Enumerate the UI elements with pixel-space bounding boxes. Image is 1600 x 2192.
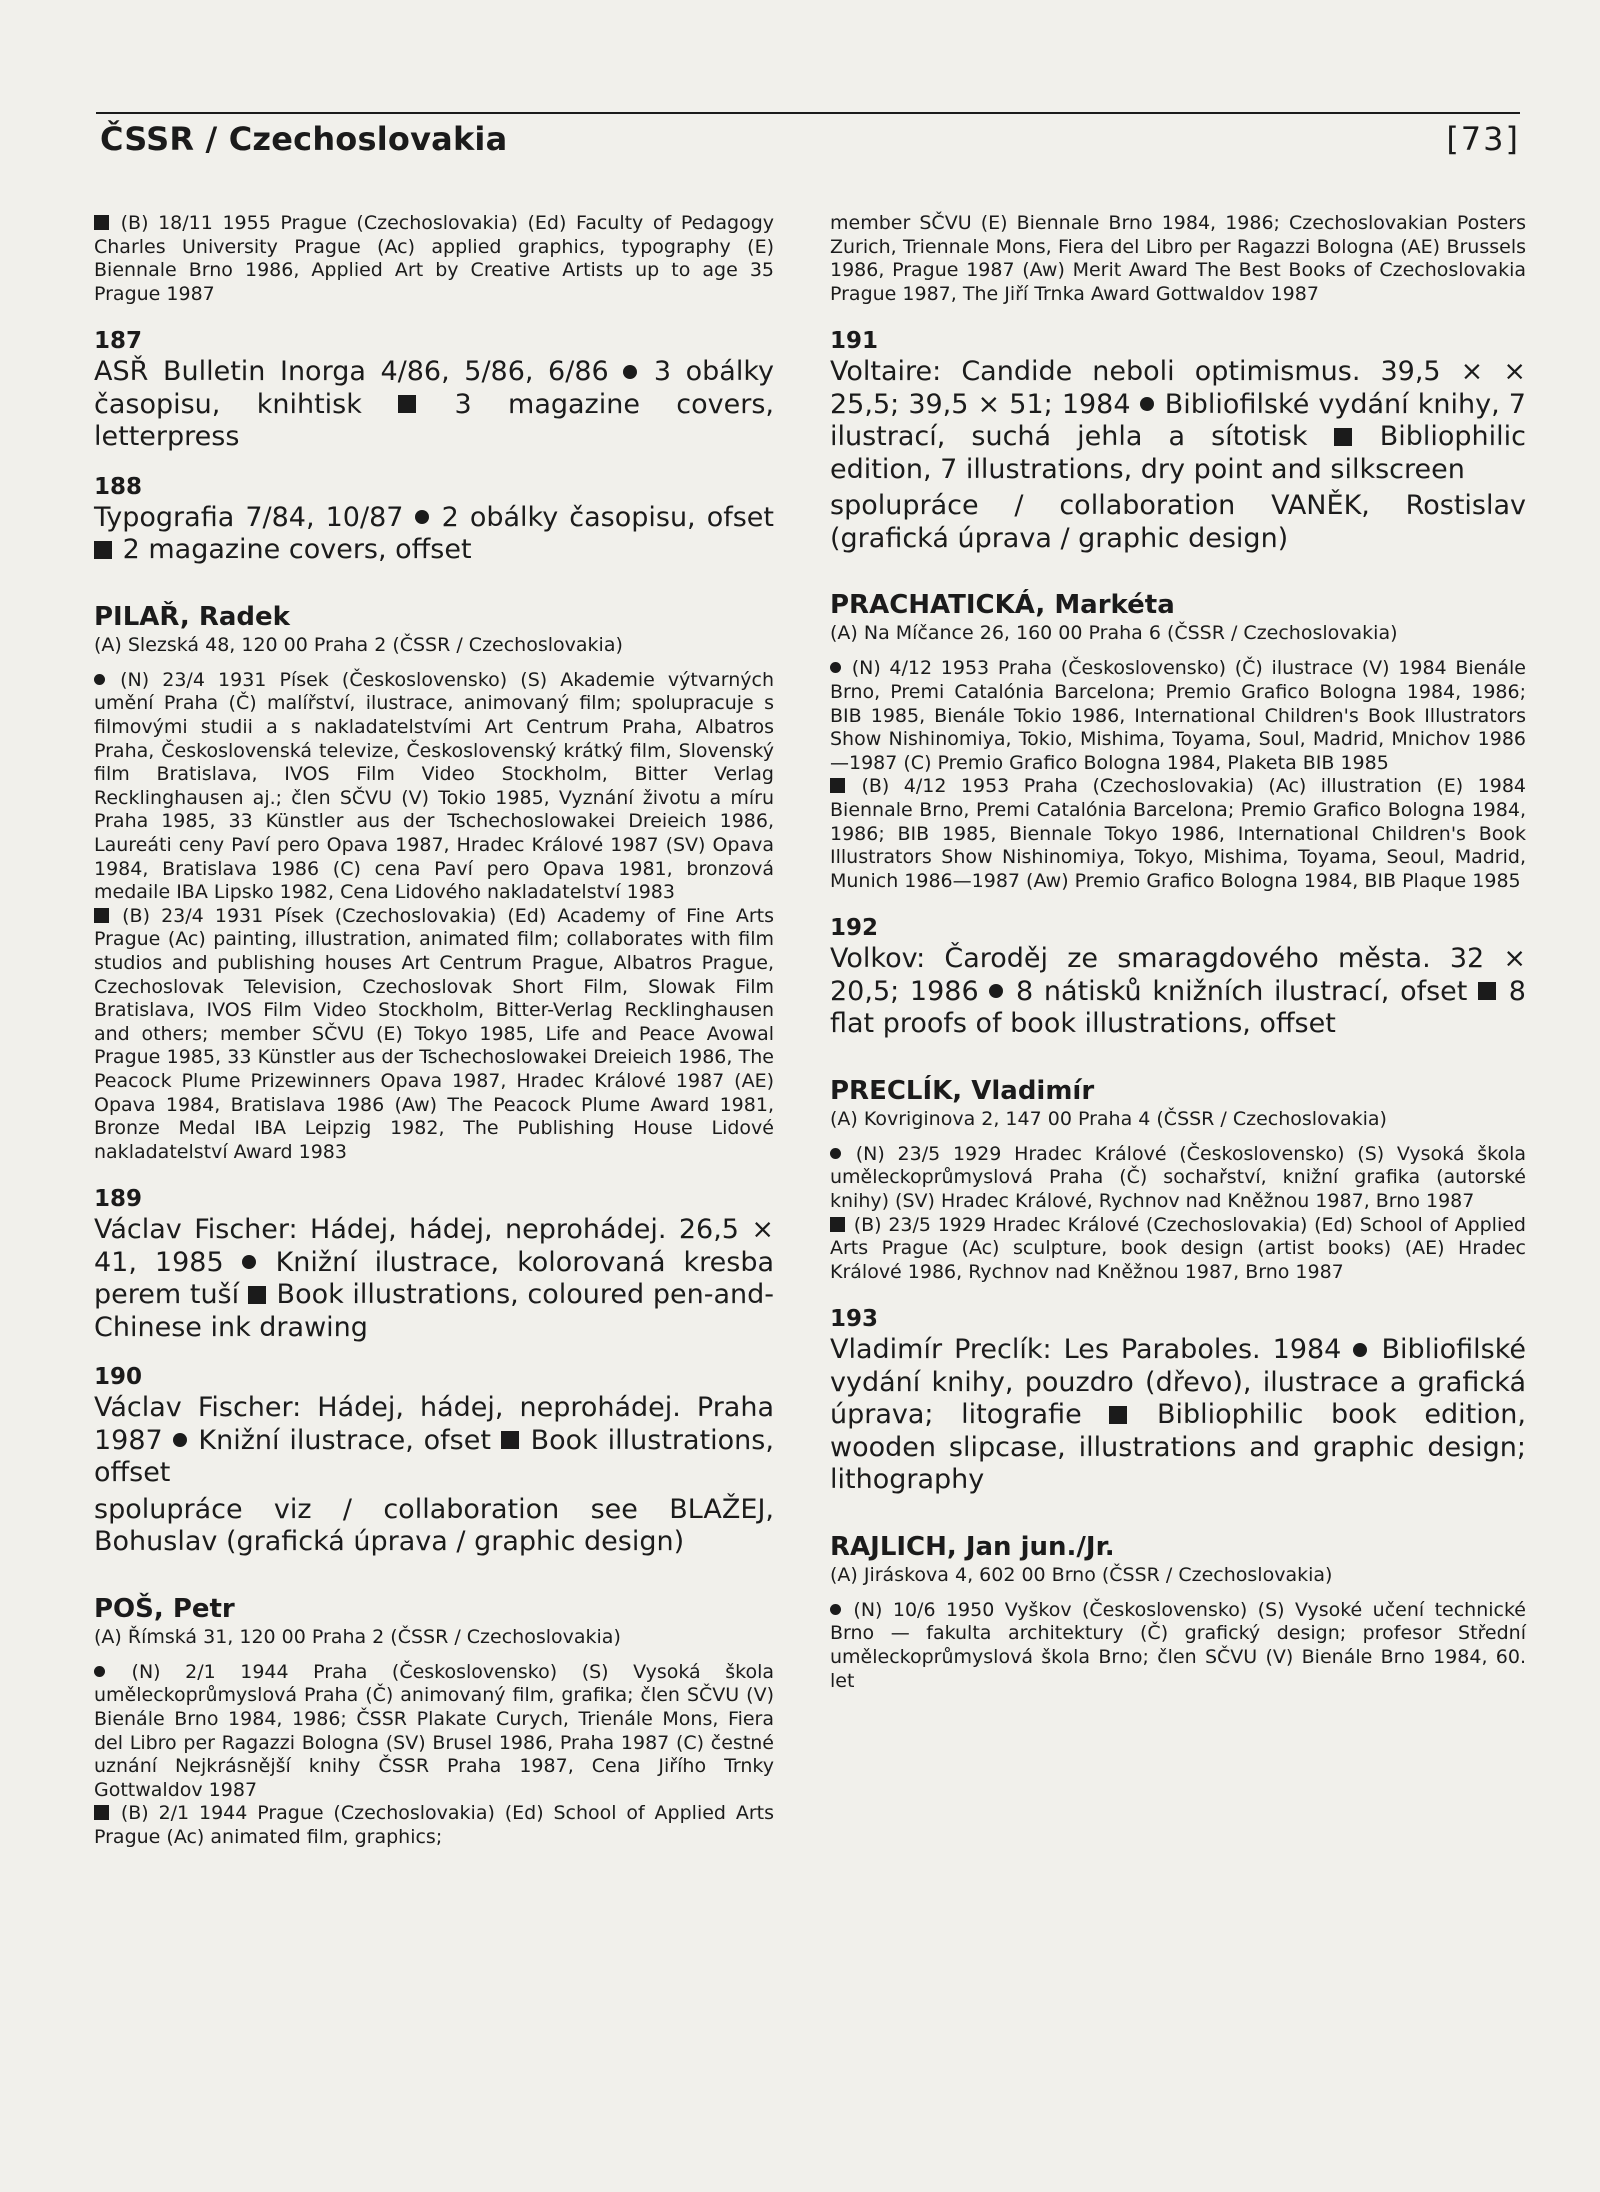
- dot-bullet-icon: [830, 1604, 841, 1615]
- dot-bullet-icon: [830, 1148, 841, 1159]
- artist-address: (A) Kovriginova 2, 147 00 Praha 4 (ČSSR / Czechoslovakia): [830, 1107, 1387, 1130]
- catalogue-entry: ASŘ Bulletin Inorga 4/86, 5/86, 6/86 3 obálky časopisu, knihtisk 3 magazine covers, letterpress: [94, 356, 774, 453]
- dot-bullet-icon: [989, 984, 1003, 998]
- catalogue-number: 189: [94, 1186, 143, 1213]
- artist-name: PILAŘ, Radek: [94, 601, 290, 632]
- dot-bullet-icon: [1353, 1343, 1367, 1357]
- page-header: [96, 112, 1520, 170]
- biography-czech: (N) 23/4 1931 Písek (Československo) (S) Akademie výtvarných umění Praha (Č) malířství, ilustrace, animovaný film; spolupracuje s filmovými studii a s nakladatelstvími Art Centrum Praha, Albatros Praha, Československá televize, Československý krátký film, Slovenský film Bratislava, IVOS Film Video Stockholm, Bitter Verlag Recklinghausen aj.; člen SČVU (V) Tokio 1985, Vyznání životu a míru Praha 1985, 33 Künstler aus der Tschechoslowakei Dreieich 1986, Laureáti ceny Paví pero Opava 1987, Hradec Králové 1987 (SV) Opava 1984, Bratislava 1986 (C) cena Paví pero Opava 1981, bronzová medaile IBA Lipsko 1982, Cena Lidového nakladatelství 1983: [94, 668, 774, 904]
- catalogue-entry: Volkov: Čaroděj ze smaragdového města. 32 × 20,5; 1986 8 nátisků knižních ilustrací, ofset 8 flat proofs of book illustrations, offset: [830, 943, 1526, 1040]
- biography-english: (B) 4/12 1953 Praha (Czechoslovakia) (Ac) illustration (E) 1984 Biennale Brno, Premi Catalónia Barcelona; Premio Grafico Bologna 1984, 1986; BIB 1985, Biennale Tokyo 1986, International Children's Book Illustrators Show Nishinomiya, Tokyo, Mishima, Toyama, Seoul, Madrid, Munich 1986—1987 (Aw) Premio Grafico Bologna 1984, BIB Plaque 1985: [830, 775, 1526, 892]
- artist-name: PRECLÍK, Vladimír: [830, 1075, 1095, 1106]
- biography-czech: (N) 4/12 1953 Praha (Československo) (Č) ilustrace (V) 1984 Bienále Brno, Premi Catalónia Barcelona; Premio Grafico Bologna 1984, 1986; BIB 1985, Bienále Tokio 1986, International Children's Book Illustrators Show Nishinomiya, Tokio, Mishima, Toyama, Soul, Madrid, Mnichov 1986—1987 (C) Premio Grafico Bologna 1984, Plaketa BIB 1985: [830, 657, 1526, 774]
- collaboration-note: spolupráce viz / collaboration see BLAŽEJ, Bohuslav (grafická úprava / graphic design): [94, 1493, 774, 1558]
- dot-bullet-icon: [242, 1255, 256, 1269]
- biography-english: (B) 23/4 1931 Písek (Czechoslovakia) (Ed) Academy of Fine Arts Prague (Ac) painting, illustration, animated film; collaborates with film studios and publishing houses Art Centrum Prague, Albatros Prague, Czechoslovak Television, Czechoslovak Short Film, Slowak Film Bratislava, IVOS Film Video Stockholm, Bitter-Verlag Recklinghausen and others; member SČVU (E) Tokyo 1985, Life and Peace Avowal Prague 1985, 33 Künstler aus der Tschechoslowakei Dreieich 1986, The Peacock Plume Prizewinners Opava 1987, Hradec Králové 1987 (AE) Opava 1984, Bratislava 1986 (Aw) The Peacock Plume Award 1981, Bronze Medal IBA Leipzig 1982, The Publishing House Lidové nakladatelství Award 1983: [94, 904, 775, 1163]
- artist-name: RAJLICH, Jan jun./Jr.: [830, 1531, 1115, 1562]
- catalogue-entry: Václav Fischer: Hádej, hádej, neprohádej. Praha 1987 Knižní ilustrace, ofset Book illustrations, offset: [94, 1392, 774, 1489]
- biography-czech: (N) 10/6 1950 Vyškov (Československo) (S) Vysoké učení technické Brno — fakulta architektury (Č) grafický design; profesor Střední uměleckoprůmyslová škola Brno; člen SČVU (V) Bienále Brno 1984, 60. let: [830, 1598, 1526, 1692]
- dot-bullet-icon: [1140, 397, 1154, 411]
- dot-bullet-icon: [830, 662, 841, 673]
- collaboration-note: spolupráce / collaboration VANĚK, Rostislav (grafická úprava / graphic design): [830, 490, 1526, 554]
- dot-bullet-icon: [623, 365, 637, 379]
- square-bullet-icon: [1109, 1406, 1127, 1424]
- square-bullet-icon: [94, 541, 112, 559]
- square-bullet-icon: [501, 1431, 519, 1449]
- square-bullet-icon: [94, 908, 109, 923]
- artist-address: (A) Na Míčance 26, 160 00 Praha 6 (ČSSR / Czechoslovakia): [830, 622, 1398, 645]
- catalogue-entry: Voltaire: Candide neboli optimismus. 39,5 × × 25,5; 39,5 × 51; 1984 Bibliofilské vydání knihy, 7 ilustrací, suchá jehla a sítotisk Bibliophilic edition, 7 illustrations, dry point and silkscreen: [830, 356, 1526, 485]
- artist-name: POŠ, Petr: [94, 1593, 235, 1624]
- dot-bullet-icon: [94, 1666, 105, 1677]
- biography-english: (B) 2/1 1944 Prague (Czechoslovakia) (Ed) School of Applied Arts Prague (Ac) animated film, graphics;: [94, 1802, 774, 1848]
- catalogue-entry: Václav Fischer: Hádej, hádej, neprohádej. 26,5 × 41, 1985 Knižní ilustrace, kolorovaná kresba perem tuší Book illustrations, coloured pen-and-Chinese ink drawing: [94, 1214, 774, 1343]
- square-bullet-icon: [1478, 982, 1496, 1000]
- square-bullet-icon: [94, 1805, 109, 1820]
- biography-czech: (N) 23/5 1929 Hradec Králové (Československo) (S) Vysoká škola uměleckoprůmyslová Praha (Č) sochařství, knižní grafika (autorské knihy) (SV) Hradec Králové, Rychnov nad Kněžnou 1987, Brno 1987: [830, 1142, 1527, 1212]
- right-column: [830, 212, 1526, 1693]
- catalogue-number: 188: [94, 473, 143, 500]
- left-column: [94, 212, 774, 1850]
- square-bullet-icon: [248, 1286, 266, 1304]
- dot-bullet-icon: [173, 1433, 187, 1447]
- catalogue-number: 192: [830, 915, 879, 942]
- catalogue-entry: Vladimír Preclík: Les Paraboles. 1984 Bibliofilské vydání knihy, pouzdro (dřevo), ilustrace a grafická úprava; litografie Bibliophilic book edition, wooden slipcase, illustrations and graphic design; lithography: [830, 1334, 1526, 1496]
- catalogue-number: 191: [830, 328, 879, 355]
- square-bullet-icon: [94, 215, 109, 230]
- catalogue-entry: Typografia 7/84, 10/87 2 obálky časopisu, ofset 2 magazine covers, offset: [94, 501, 775, 566]
- catalogue-number: 193: [830, 1306, 879, 1333]
- artist-name: PRACHATICKÁ, Markéta: [830, 590, 1175, 621]
- dot-bullet-icon: [415, 510, 429, 524]
- square-bullet-icon: [830, 778, 845, 793]
- biography-czech: (N) 2/1 1944 Praha (Československo) (S) Vysoká škola uměleckoprůmyslová Praha (Č) animovaný film, grafika; člen SČVU (V) Bienále Brno 1984, 1986; ČSSR Plakate Curych, Trienále Mons, Fiera del Libro per Ragazzi Bologna (SV) Brusel 1986, Praha 1987 (C) čestné uznání Nejkrásnější knihy ČSSR Praha 1987, Cena Jiřího Trnky Gottwaldov 1987: [94, 1660, 774, 1801]
- catalogue-number: 187: [94, 328, 143, 355]
- square-bullet-icon: [1334, 428, 1352, 446]
- square-bullet-icon: [830, 1217, 845, 1232]
- artist-address: (A) Římská 31, 120 00 Praha 2 (ČSSR / Czechoslovakia): [94, 1625, 621, 1648]
- entry-text: member SČVU (E) Biennale Brno 1984, 1986; Czechoslovakian Posters Zurich, Triennale Mons, Fiera del Libro per Ragazzi Bologna (AE) Brussels 1986, Prague 1987 (Aw) Merit Award The Best Books of Czechoslovakia Prague 1987, The Jiří Trnka Award Gottwaldov 1987: [830, 212, 1526, 305]
- page-title: ČSSR / Czechoslovakia: [100, 120, 508, 158]
- square-bullet-icon: [398, 395, 416, 413]
- entry-text: (B) 18/11 1955 Prague (Czechoslovakia) (Ed) Faculty of Pedagogy Charles University Prague (Ac) applied graphics, typography (E) Biennale Brno 1986, Applied Art by Creative Artists up to age 35 Prague 1987: [94, 212, 775, 305]
- artist-address: (A) Slezská 48, 120 00 Praha 2 (ČSSR / Czechoslovakia): [94, 633, 623, 656]
- dot-bullet-icon: [94, 674, 105, 685]
- page-number: [73]: [1446, 120, 1520, 158]
- biography-english: (B) 23/5 1929 Hradec Králové (Czechoslovakia) (Ed) School of Applied Arts Prague (Ac) sculpture, book design (artist books) (AE) Hradec Králové 1986, Rychnov nad Kněžnou 1987, Brno 1987: [830, 1213, 1526, 1283]
- catalogue-number: 190: [94, 1364, 143, 1391]
- artist-address: (A) Jiráskova 4, 602 00 Brno (ČSSR / Czechoslovakia): [830, 1563, 1333, 1586]
